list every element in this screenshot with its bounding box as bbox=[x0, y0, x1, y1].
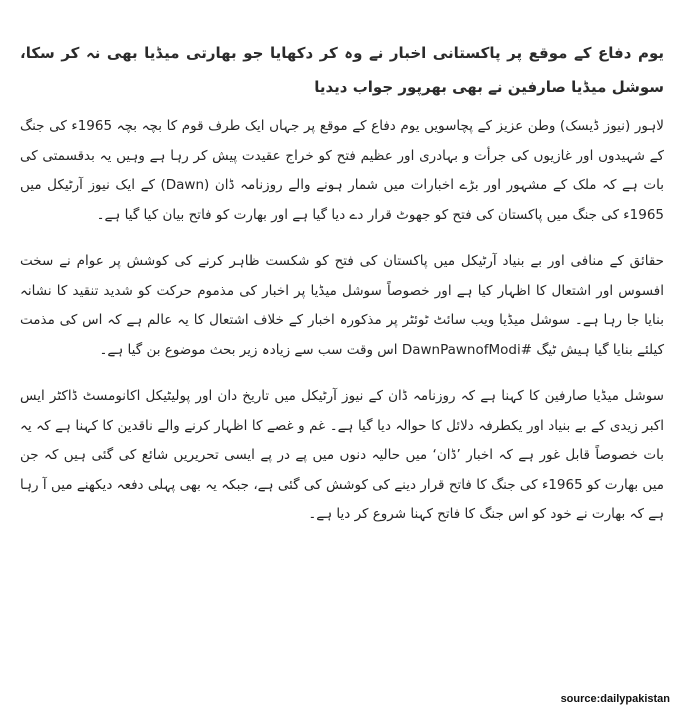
source-credit: source:dailypakistan bbox=[560, 693, 670, 705]
article-paragraph-3: سوشل میڈیا صارفین کا کہنا ہے کہ روزنامہ ڈان کے نیوز آرٹیکل میں تاریخ دان اور پولیٹیکل اکانومسٹ ڈاکٹر ایس اکبر زیدی کے بے بنیاد اور یکطرفہ دلائل کا حوالہ دیا گیا ہے۔ غم و غصے کا اظہار کرنے والے ناقدین کا کہنا ہے کہ یہ بات خصوصاً قابل غور ہے کہ اخبار ’ڈان‘ میں حالیہ دنوں میں پے در پے ایسی تحریریں شائع کی گئی ہیں کہ جن میں بھارت کو 1965ء کی جنگ کا فاتح قرار دینے کی کوشش کی گئی ہے، جبکہ یہ بھی پہلی دفعہ دیکھنے میں آ رہا ہے کہ بھارت نے خود کو اس جنگ کا فاتح کہنا شروع کر دیا ہے۔ bbox=[20, 388, 664, 522]
article-headline: یوم دفاع کے موقع پر پاکستانی اخبار نے وہ کر دکھایا جو بھارتی میڈیا بھی نہ کر سکا، سوشل میڈیا صارفین نے بھی بھرپور جواب دیدیا bbox=[20, 44, 664, 96]
article-paragraph-2: حقائق کے منافی اور بے بنیاد آرٹیکل میں پاکستان کی فتح کو شکست ظاہر کرنے کی کوشش پر عوام نے سخت افسوس اور اشتعال کا اظہار کیا ہے اور خصوصاً سوشل میڈیا پر اخبار کی مذموم حرکت کو شدید تنقید کا نشانہ بنایا جا رہا ہے۔ سوشل میڈیا ویب سائٹ ٹوئٹر پر مذکورہ اخبار کے خلاف اشتعال کا یہ عالم ہے کہ اس کی مذمت کیلئے بنایا گیا ہیش ٹیگ #DawnPawnofModi اس وقت سب سے زیادہ زیر بحث موضوع بن گیا ہے۔ bbox=[20, 253, 664, 358]
article-paragraph-1: لاہور (نیوز ڈیسک) وطن عزیز کے پچاسویں یوم دفاع کے موقع پر جہاں ایک طرف قوم کا بچہ بچہ 1965ء کی جنگ کے شہیدوں اور غازیوں کی جرأت و بہادری اور عظیم فتح کو خراج عقیدت پیش کر رہا ہے وہیں یہ بدقسمتی کی بات ہے کہ ملک کے مشہور اور بڑے اخبارات میں شمار ہونے والے روزنامہ ڈان (Dawn) کے ایک نیوز آرٹیکل میں 1965ء کی جنگ میں پاکستان کی فتح کو جھوٹ قرار دے دیا گیا ہے اور بھارت کو فاتح بیان کیا گیا ہے۔ bbox=[20, 118, 664, 223]
